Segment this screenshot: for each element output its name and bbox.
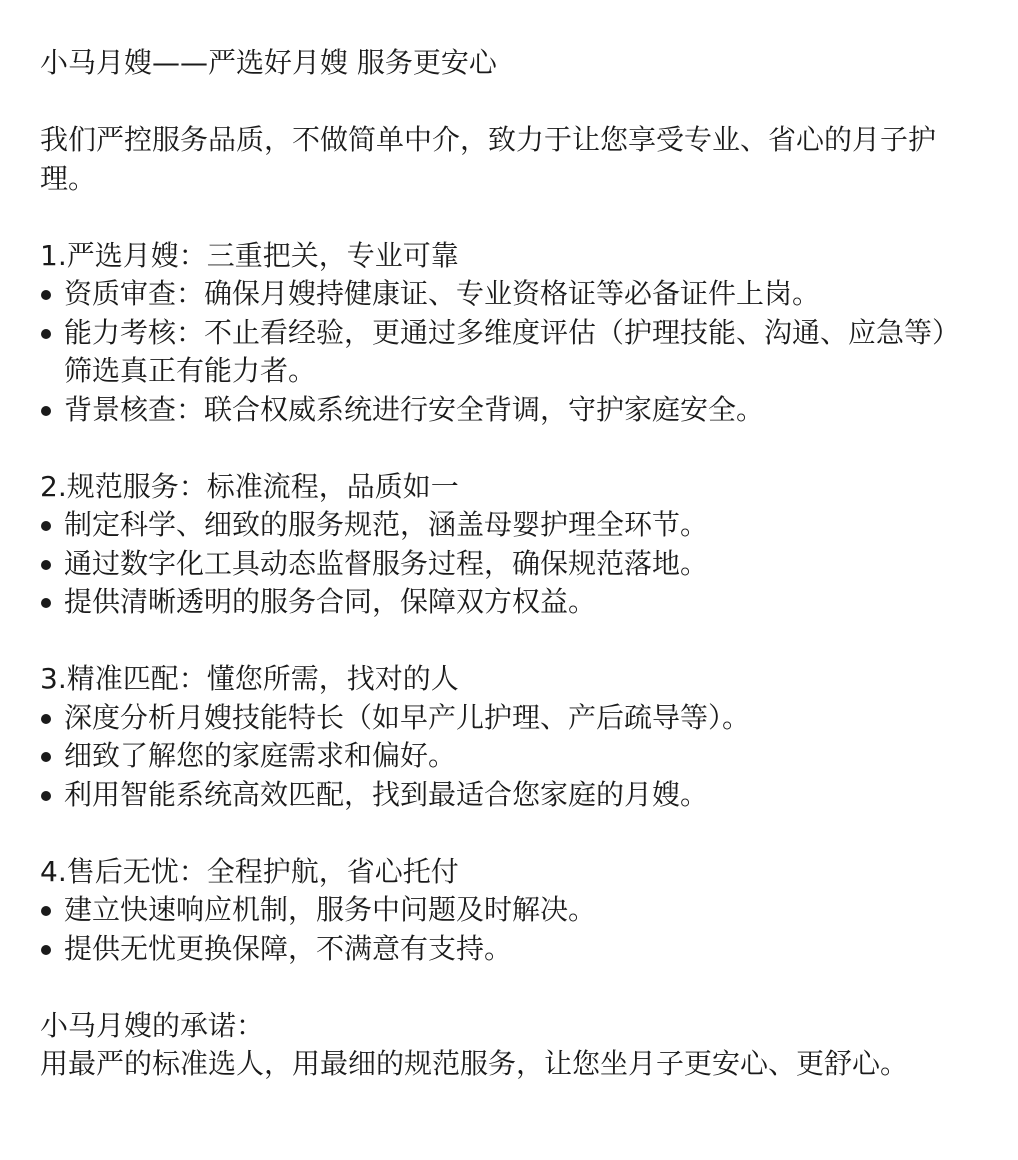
bullet-dot — [41, 906, 51, 916]
bullet-list — [40, 699, 970, 815]
spacer — [40, 622, 970, 661]
spacer — [40, 429, 970, 468]
list-item-text: 深度分析月嫂技能特长（如早产儿护理、产后疏导等）。 — [64, 700, 751, 734]
section-heading: 2.规范服务：标准流程，品质如一 — [40, 469, 459, 503]
section-heading: 1.严选月嫂：三重把关，专业可靠 — [40, 238, 459, 272]
bullet-dot — [41, 598, 51, 608]
list-item — [40, 891, 970, 930]
list-item — [40, 391, 970, 430]
document-title: 小马月嫂——严选好月嫂 服务更安心 — [40, 46, 497, 79]
section-selection — [40, 237, 970, 430]
document-body — [40, 44, 970, 1084]
list-item-text: 提供无忧更换保障，不满意有支持。 — [64, 931, 513, 965]
bullet-dot — [41, 560, 51, 570]
list-item — [40, 314, 970, 391]
list-item — [40, 699, 970, 738]
bullet-dot — [41, 521, 51, 531]
section-precise-matching — [40, 660, 970, 814]
bullet-dot — [41, 714, 51, 724]
list-item-text: 制定科学、细致的服务规范，涵盖母婴护理全环节。 — [64, 508, 709, 541]
list-item — [40, 737, 970, 776]
list-item — [40, 506, 970, 545]
list-item-text: 提供清晰透明的服务合同，保障双方权益。 — [64, 585, 597, 618]
list-item-text: 建立快速响应机制，服务中问题及时解决。 — [64, 893, 597, 926]
bullet-dot — [41, 406, 51, 416]
section-heading: 3.精准匹配：懂您所需，找对的人 — [40, 662, 459, 695]
list-item — [40, 583, 970, 622]
promise-text: 用最严的标准选人，用最细的规范服务，让您坐月子更安心、更舒心。 — [40, 1047, 909, 1080]
spacer — [40, 198, 970, 237]
list-item — [40, 776, 970, 815]
spacer — [40, 83, 970, 122]
list-item-text: 资质审查：确保月嫂持健康证、专业资格证等必备证件上岗。 — [64, 277, 821, 310]
list-item — [40, 930, 970, 969]
promise-heading: 小马月嫂的承诺： — [40, 1008, 265, 1042]
section-standard-service — [40, 468, 970, 622]
section-after-sales — [40, 853, 970, 969]
bullet-dot — [41, 791, 51, 801]
intro-paragraph: 我们严控服务品质，不做简单中介，致力于让您享受专业、省心的月子护理。 — [40, 123, 937, 195]
list-item-text: 能力考核：不止看经验，更通过多维度评估（护理技能、沟通、应急等）筛选真正有能力者。 — [64, 315, 961, 387]
list-item — [40, 545, 970, 584]
bullet-list — [40, 506, 970, 622]
list-item-text: 细致了解您的家庭需求和偏好。 — [64, 739, 457, 772]
bullet-dot — [41, 752, 51, 762]
spacer — [40, 814, 970, 853]
bullet-dot — [41, 945, 51, 955]
list-item — [40, 275, 970, 314]
bullet-dot — [41, 329, 51, 339]
bullet-list — [40, 275, 970, 429]
list-item-text: 背景核查：联合权威系统进行安全背调，守护家庭安全。 — [64, 392, 765, 426]
bullet-dot — [41, 290, 51, 300]
spacer — [40, 968, 970, 1007]
bullet-list — [40, 891, 970, 968]
list-item-text: 利用智能系统高效匹配，找到最适合您家庭的月嫂。 — [64, 777, 709, 811]
list-item-text: 通过数字化工具动态监督服务过程，确保规范落地。 — [64, 546, 709, 580]
promise-section — [40, 1007, 970, 1084]
section-heading: 4.售后无忧：全程护航，省心托付 — [40, 854, 459, 888]
